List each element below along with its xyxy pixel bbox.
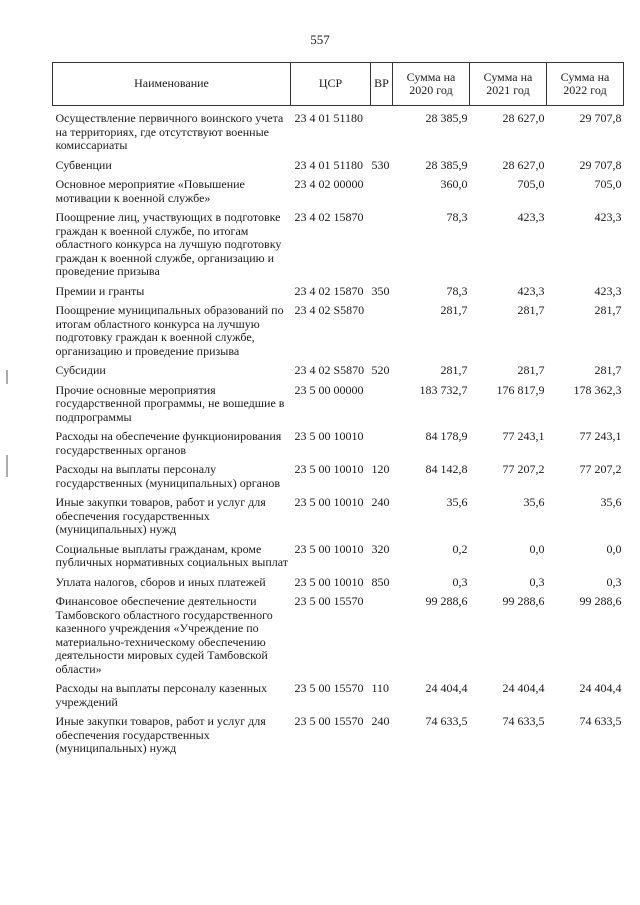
cell-csr: 23 5 00 10010 (294, 462, 364, 476)
cell-vr (371, 298, 393, 358)
cell-sum-2020: 99 288,6 (425, 594, 468, 608)
cell-sum-2020: 281,7 (440, 303, 468, 317)
cell-vr (371, 589, 393, 676)
table-row (53, 205, 624, 279)
table-row (53, 298, 624, 358)
cell-csr: 23 5 00 15570 (294, 714, 364, 728)
cell-sum-2022: 705,0 (594, 177, 622, 191)
cell-sum-2021: 77 207,2 (502, 462, 545, 476)
cell-sum-2020: 183 732,7 (419, 382, 468, 397)
cell-vr: 350 (371, 283, 390, 298)
header-vr: ВР (371, 63, 393, 106)
cell-sum-2022: 24 404,4 (579, 681, 622, 695)
table-row (53, 172, 624, 205)
cell-sum-2022: 29 707,8 (579, 111, 622, 125)
cell-sum-2020: 24 404,4 (425, 681, 468, 695)
cell-csr: 23 5 00 10010 (294, 495, 364, 509)
cell-csr: 23 4 01 51180 (294, 111, 364, 125)
cell-csr: 23 5 00 10010 (294, 429, 364, 443)
cell-name: Осуществление первичного воинского учета на территориях, где отсутствуют военные комиссариаты (55, 111, 284, 152)
header-2021: Сумма на 2021 год (470, 63, 547, 106)
cell-sum-2022: 29 707,8 (579, 157, 622, 172)
cell-vr (371, 172, 393, 205)
cell-csr: 23 5 00 10010 (294, 574, 364, 589)
cell-vr: 240 (371, 495, 390, 509)
page-number: 557 (310, 32, 330, 47)
table-row (53, 424, 624, 457)
cell-name: Субвенции (55, 157, 112, 172)
cell-sum-2021: 35,6 (523, 495, 545, 509)
cell-csr: 23 4 02 S5870 (294, 303, 365, 317)
cell-sum-2021: 28 627,0 (502, 157, 545, 172)
cell-sum-2022: 0,3 (606, 574, 622, 589)
cell-sum-2022: 99 288,6 (579, 594, 622, 608)
table-row (53, 537, 624, 570)
cell-vr: 530 (371, 157, 390, 172)
cell-sum-2021: 281,7 (517, 363, 545, 377)
cell-vr (371, 106, 393, 153)
cell-sum-2021: 0,0 (529, 541, 545, 556)
cell-name: Поощрение муниципальных образований по итогам областного конкурса на лучшую подготовку граждан к военной службе, организацию и проведение призыва (55, 303, 284, 358)
table-row (53, 709, 624, 756)
cell-sum-2022: 281,7 (594, 363, 622, 377)
cell-vr: 110 (371, 681, 390, 695)
cell-name: Субсидии (55, 363, 106, 377)
cell-vr (371, 378, 393, 425)
cell-name: Прочие основные мероприятия государственной программы, не вошедшие в подпрограммы (55, 382, 285, 424)
cell-sum-2022: 74 633,5 (579, 714, 622, 728)
cell-vr (371, 424, 393, 457)
header-2020: Сумма на 2020 год (393, 63, 470, 106)
cell-sum-2022: 281,7 (594, 303, 622, 317)
cell-sum-2022: 77 207,2 (579, 462, 622, 476)
cell-name: Уплата налогов, сборов и иных платежей (55, 574, 266, 589)
header-csr: ЦСР (291, 63, 371, 106)
cell-sum-2020: 84 178,9 (425, 429, 468, 443)
table-row (53, 106, 624, 153)
cell-csr: 23 4 02 15870 (294, 210, 364, 224)
cell-sum-2021: 705,0 (517, 177, 545, 191)
cell-sum-2021: 423,3 (517, 283, 545, 298)
cell-sum-2020: 281,7 (440, 363, 468, 377)
table-row (53, 279, 624, 299)
cell-sum-2020: 84 142,8 (425, 462, 468, 476)
cell-name: Поощрение лиц, участвующих в подготовке граждан к военной службе, по итогам областного конкурса на лучшую подготовку граждан к военной службе, организацию и проведение призыва (55, 210, 282, 278)
cell-vr: 120 (371, 462, 390, 476)
table-row (53, 153, 624, 173)
cell-sum-2021: 24 404,4 (502, 681, 545, 695)
cell-sum-2021: 281,7 (517, 303, 545, 317)
table-row (53, 358, 624, 378)
table-row (53, 457, 624, 490)
scan-margin-mark (6, 370, 8, 384)
cell-name: Финансовое обеспечение деятельности Тамбовского областного государственного казенного учреждения «Учреждение по материально-техническому обеспечению деятельности мировых судей Тамбовской области» (55, 594, 273, 676)
budget-table (52, 62, 624, 756)
cell-sum-2020: 28 385,9 (425, 157, 468, 172)
cell-sum-2020: 78,3 (446, 210, 468, 224)
cell-vr: 240 (371, 714, 390, 728)
table-row (53, 570, 624, 590)
cell-vr: 320 (371, 541, 390, 556)
cell-sum-2021: 176 817,9 (496, 382, 545, 397)
cell-csr: 23 4 02 S5870 (294, 363, 365, 377)
cell-sum-2020: 35,6 (446, 495, 468, 509)
cell-sum-2021: 74 633,5 (502, 714, 545, 728)
cell-csr: 23 4 01 51180 (294, 157, 364, 172)
cell-csr: 23 5 00 15570 (294, 681, 364, 695)
table-row (53, 490, 624, 537)
cell-sum-2020: 28 385,9 (425, 111, 468, 125)
cell-name: Расходы на выплаты персоналу казенных учреждений (55, 681, 268, 709)
cell-sum-2021: 77 243,1 (502, 429, 545, 443)
cell-sum-2020: 78,3 (446, 283, 468, 298)
cell-csr: 23 5 00 00000 (294, 382, 364, 397)
cell-name: Иные закупки товаров, работ и услуг для обеспечения государственных (муниципальных) нужд (55, 714, 266, 755)
cell-name: Социальные выплаты гражданам, кроме публичных нормативных социальных выплат (55, 541, 289, 569)
table-header-row (53, 63, 624, 106)
cell-sum-2021: 423,3 (517, 210, 545, 224)
cell-sum-2021: 0,3 (529, 574, 545, 589)
cell-name: Расходы на выплаты персоналу государственных (муниципальных) органов (55, 462, 281, 490)
cell-sum-2020: 0,2 (452, 541, 468, 556)
cell-sum-2022: 77 243,1 (579, 429, 622, 443)
cell-csr: 23 4 02 15870 (294, 283, 364, 298)
cell-vr (371, 205, 393, 279)
cell-name: Премии и гранты (55, 283, 145, 298)
cell-sum-2020: 0,3 (452, 574, 468, 589)
table-row (53, 676, 624, 709)
cell-sum-2022: 0,0 (606, 541, 622, 556)
cell-name: Основное мероприятие «Повышение мотивации к военной службе» (55, 177, 245, 205)
cell-sum-2022: 35,6 (600, 495, 622, 509)
cell-name: Иные закупки товаров, работ и услуг для обеспечения государственных (муниципальных) нужд (55, 495, 266, 536)
table-row (53, 378, 624, 425)
table-row (53, 589, 624, 676)
cell-vr: 850 (371, 574, 390, 589)
cell-csr: 23 5 00 10010 (294, 541, 364, 556)
cell-sum-2022: 178 362,3 (573, 382, 622, 397)
cell-sum-2021: 99 288,6 (502, 594, 545, 608)
header-name: Наименование (53, 63, 291, 106)
scan-margin-mark (6, 455, 8, 477)
cell-vr: 520 (371, 363, 390, 377)
header-2022: Сумма на 2022 год (547, 63, 624, 106)
table-body (53, 106, 624, 756)
cell-sum-2022: 423,3 (594, 283, 622, 298)
cell-sum-2020: 360,0 (440, 177, 468, 191)
cell-csr: 23 5 00 15570 (294, 594, 364, 608)
cell-csr: 23 4 02 00000 (294, 177, 364, 191)
cell-sum-2020: 74 633,5 (425, 714, 468, 728)
cell-sum-2021: 28 627,0 (502, 111, 545, 125)
cell-name: Расходы на обеспечение функционирования государственных органов (55, 429, 282, 457)
cell-sum-2022: 423,3 (594, 210, 622, 224)
